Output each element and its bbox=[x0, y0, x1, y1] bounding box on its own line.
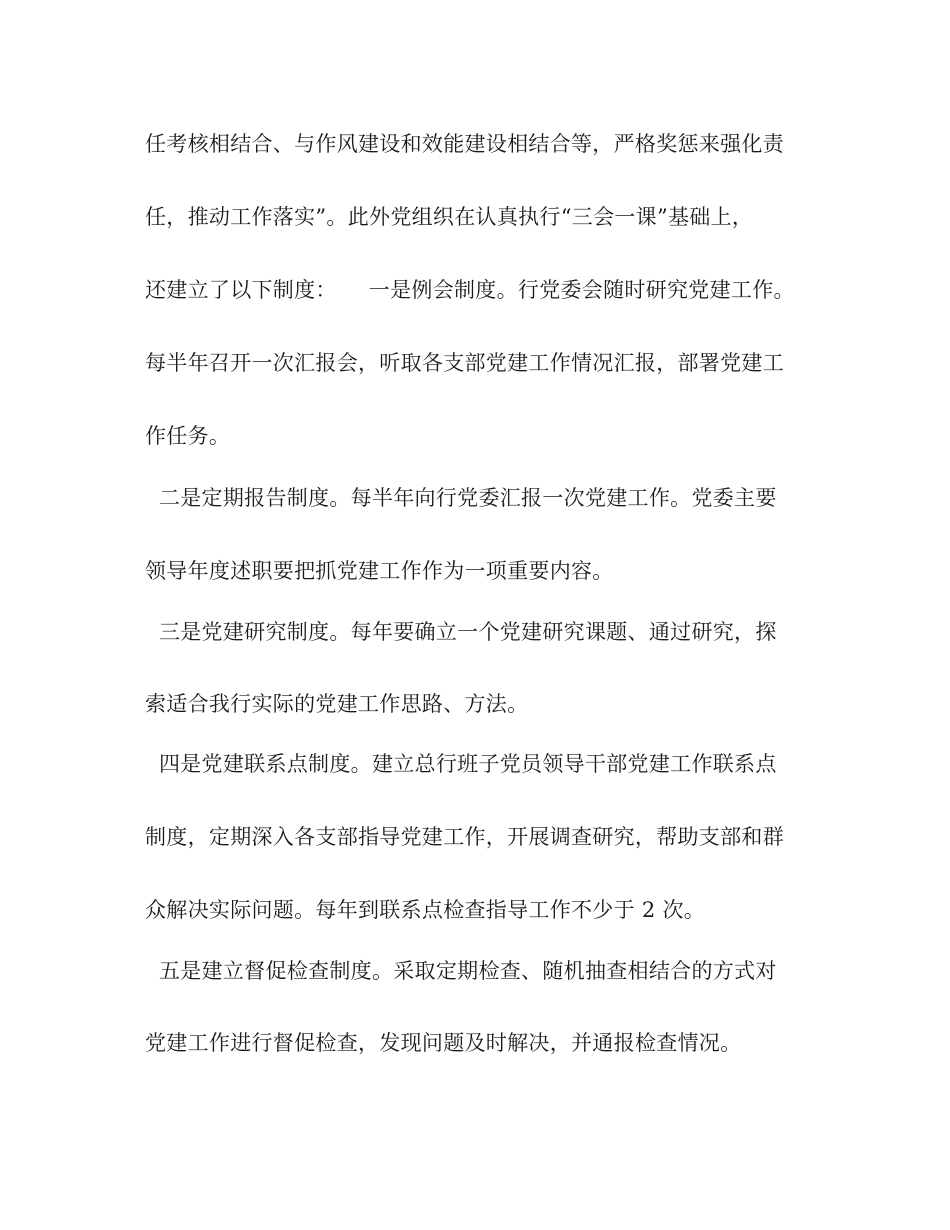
text-line-14: 党建工作进行督促检查，发现问题及时解决，并通报检查情况。 bbox=[145, 1031, 742, 1055]
text-line-6: 二是定期报告制度。每半年向行党委汇报一次党建工作。党委主要 bbox=[145, 486, 777, 510]
text-line-11: 制度，定期深入各支部指导党建工作，开展调查研究，帮助支部和群 bbox=[145, 825, 784, 849]
text-line-1: 任考核相结合、与作风建设和效能建设相结合等，严格奖惩来强化责 bbox=[145, 132, 784, 156]
text-line-4: 每半年召开一次汇报会，听取各支部党建工作情况汇报，部署党建工 bbox=[145, 351, 784, 375]
text-line-13: 五是建立督促检查制度。采取定期检查、随机抽查相结合的方式对 bbox=[145, 959, 777, 983]
text-line-5: 作任务。 bbox=[145, 424, 231, 448]
text-line-10: 四是党建联系点制度。建立总行班子党员领导干部党建工作联系点 bbox=[145, 752, 777, 776]
text-line-8: 三是党建研究制度。每年要确立一个党建研究课题、通过研究，探 bbox=[145, 620, 777, 644]
text-line-12: 众解决实际问题。每年到联系点检查指导工作不少于 2 次。 bbox=[145, 898, 706, 922]
text-line-3: 还建立了以下制度： 一是例会制度。行党委会随时研究党建工作。 bbox=[145, 278, 795, 302]
text-line-9: 索适合我行实际的党建工作思路、方法。 bbox=[145, 692, 529, 716]
text-line-7: 领导年度述职要把抓党建工作作为一项重要内容。 bbox=[145, 559, 614, 583]
text-line-2: 任，推动工作落实”。此外党组织在认真执行“三会一课”基础上， bbox=[145, 205, 754, 229]
